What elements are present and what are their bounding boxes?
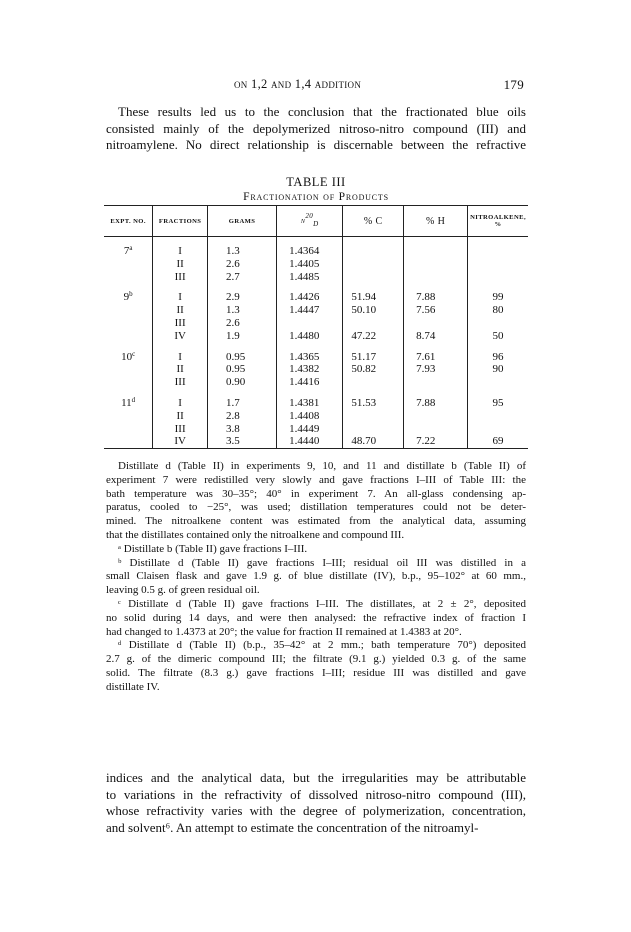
table-spacer-cell (468, 389, 528, 397)
table-row (104, 271, 528, 284)
cell-grams: 2.6 (208, 258, 277, 271)
table-spacer-cell (277, 237, 343, 246)
cell-percent-c (343, 317, 404, 330)
cell-percent-h: 7.56 (404, 304, 468, 317)
expt-number: 9 (123, 291, 130, 304)
cell-percent-h (404, 271, 468, 284)
table-spacer-cell (153, 283, 208, 291)
footnote-marker: b (129, 290, 133, 299)
cell-percent-h: 7.88 (404, 291, 468, 304)
table-spacer-cell (153, 389, 208, 397)
table-spacer-cell (277, 389, 343, 397)
cell-grams: 2.8 (208, 410, 277, 423)
cell-refractive-index: 1.4416 (277, 376, 343, 389)
table-spacer-row (104, 343, 528, 351)
fractionation-table (104, 205, 528, 449)
cell-refractive-index: 1.4485 (277, 271, 343, 284)
note-line: Distillate d (Table II) in experiments 9, 10, and 11 and distillate b (Table II) of (118, 460, 526, 472)
cell-grams: 3.5 (208, 435, 277, 448)
text-line: nitroamylene. No direct relationship is discernable between the refractive (106, 137, 526, 152)
cell-fraction: III (153, 317, 208, 330)
col-header-percent-h: % H (404, 206, 468, 237)
cell-refractive-index: 1.4447 (277, 304, 343, 317)
footnote-c (106, 598, 526, 639)
table-title: TABLE III (286, 175, 346, 189)
table-spacer-cell (404, 389, 468, 397)
note-line: experiment 7 were redistilled very slowly and gave fractions I–III of Table III: the (106, 473, 526, 486)
table-row (104, 330, 528, 343)
table-spacer-cell (208, 389, 277, 397)
expt-number: 7 (123, 245, 130, 257)
cell-nitroalkene (468, 245, 528, 258)
cell-expt-no (104, 376, 153, 389)
cell-nitroalkene: 99 (468, 291, 528, 304)
cell-expt-no (104, 304, 153, 317)
cell-percent-h: 7.22 (404, 435, 468, 448)
table-spacer-cell (468, 237, 528, 246)
table-row (104, 376, 528, 389)
table-spacer-cell (104, 389, 153, 397)
table-spacer-row (104, 237, 528, 246)
paragraph-bottom (106, 770, 526, 836)
cell-percent-c: 50.82 (343, 363, 404, 376)
cell-refractive-index: 1.4381 (277, 397, 343, 410)
cell-grams: 0.90 (208, 376, 277, 389)
table-notes (106, 460, 526, 695)
cell-percent-h: 7.88 (404, 397, 468, 410)
cell-fraction: I (153, 397, 208, 410)
cell-percent-h (404, 258, 468, 271)
cell-refractive-index (277, 317, 343, 330)
table-row (104, 317, 528, 330)
cell-percent-h (404, 376, 468, 389)
cell-expt-no (104, 410, 153, 423)
cell-percent-c (343, 245, 404, 258)
table-spacer-row (104, 389, 528, 397)
cell-percent-h (404, 245, 468, 258)
cell-refractive-index: 1.4480 (277, 330, 343, 343)
cell-expt-no (104, 271, 153, 284)
cell-fraction: IV (153, 435, 208, 448)
running-title: on 1,2 and 1,4 addition (234, 77, 362, 91)
footnote-d (106, 639, 526, 694)
cell-fraction: I (153, 351, 208, 364)
table-spacer-cell (343, 237, 404, 246)
table-row (104, 363, 528, 376)
expt-number: 11 (121, 396, 132, 409)
text-line: indices and the analytical data, but the irregularities may be attributable (106, 770, 526, 785)
note-line: ᵇ Distillate d (Table II) gave fractions I–III; residual oil III was distilled in a (118, 556, 526, 569)
table-spacer-cell (404, 343, 468, 351)
cell-nitroalkene (468, 258, 528, 271)
cell-refractive-index: 1.4405 (277, 258, 343, 271)
table-spacer-cell (277, 283, 343, 291)
table-row (104, 245, 528, 258)
cell-nitroalkene: 90 (468, 363, 528, 376)
note-line: ᶜ Distillate d (Table II) gave fractions I–III. The distillates, at 2 ± 2°, deposited (118, 597, 526, 610)
cell-fraction: III (153, 376, 208, 389)
table-spacer-cell (104, 343, 153, 351)
cell-nitroalkene: 50 (468, 330, 528, 343)
cell-nitroalkene (468, 317, 528, 330)
running-header (106, 77, 524, 93)
note-line: distillate IV. (106, 680, 160, 693)
cell-nitroalkene: 69 (468, 435, 528, 448)
cell-nitroalkene: 95 (468, 397, 528, 410)
cell-percent-h (404, 410, 468, 423)
cell-percent-h (404, 423, 468, 436)
table-subtitle: Fractionation of Products (243, 191, 389, 203)
text-line: whose refractivity varies with the degree of polymerization, concentration, (106, 803, 526, 818)
table-spacer-cell (468, 283, 528, 291)
text-line: to variations in the refractivity of dissolved nitroso-nitro compound (III), (106, 786, 526, 802)
footnote-marker: d (131, 395, 136, 404)
cell-refractive-index: 1.4449 (277, 423, 343, 436)
footnote-b (106, 557, 526, 598)
table-spacer-cell (404, 283, 468, 291)
table-row (104, 304, 528, 317)
note-line: 2.7 g. of the dimeric compound III; the filtrate (9.1 g.) yielded 0.3 g. of the same (106, 653, 526, 666)
cell-grams: 1.3 (208, 245, 277, 258)
cell-percent-c (343, 410, 404, 423)
cell-expt-no (104, 330, 153, 343)
cell-percent-c: 48.70 (343, 435, 404, 448)
table-spacer-cell (208, 283, 277, 291)
cell-percent-h: 7.61 (404, 351, 468, 364)
cell-grams: 0.95 (208, 351, 277, 364)
note-line: leaving 0.5 g. of green residual oil. (106, 584, 260, 597)
cell-expt-no (104, 245, 153, 258)
cell-nitroalkene (468, 376, 528, 389)
cell-nitroalkene (468, 410, 528, 423)
note-line: mined. The nitroalkene content was estimated from the analytical data, assuming (106, 515, 526, 528)
note-line: solid. The filtrate (8.3 g.) gave fractions I–III; residue III was distilled and gave (106, 666, 526, 679)
cell-nitroalkene: 96 (468, 351, 528, 364)
table-spacer-cell (343, 343, 404, 351)
cell-percent-c: 47.22 (343, 330, 404, 343)
table-row (104, 423, 528, 436)
cell-grams: 3.8 (208, 423, 277, 436)
table-row (104, 258, 528, 271)
cell-refractive-index: 1.4364 (277, 245, 343, 258)
paragraph-top (106, 104, 526, 154)
table-spacer-cell (404, 237, 468, 246)
table-spacer-cell (208, 237, 277, 246)
cell-percent-c (343, 423, 404, 436)
cell-percent-h: 8.74 (404, 330, 468, 343)
cell-expt-no (104, 423, 153, 436)
table-spacer-cell (208, 343, 277, 351)
cell-nitroalkene (468, 271, 528, 284)
cell-percent-h (404, 317, 468, 330)
table-spacer-row (104, 283, 528, 291)
cell-expt-no (104, 435, 153, 448)
table-row (104, 351, 528, 364)
table-spacer-cell (277, 343, 343, 351)
cell-nitroalkene (468, 423, 528, 436)
cell-fraction: II (153, 304, 208, 317)
cell-grams: 1.9 (208, 330, 277, 343)
col-header-refractive-index: $n^{20}_D$ (277, 206, 343, 237)
cell-expt-no (104, 258, 153, 271)
table-spacer-cell (153, 343, 208, 351)
note-line: no solid during 14 days, and were then analysed: the refractive index of fraction I (106, 611, 526, 624)
cell-percent-c: 51.17 (343, 351, 404, 364)
col-header-fractions: FRACTIONS (153, 206, 208, 237)
cell-percent-c (343, 258, 404, 271)
cell-refractive-index: 1.4365 (277, 351, 343, 364)
cell-fraction: I (153, 245, 208, 258)
cell-fraction: II (153, 410, 208, 423)
cell-expt-no (104, 351, 153, 364)
cell-refractive-index: 1.4426 (277, 291, 343, 304)
cell-expt-no (104, 291, 153, 304)
table-row (104, 410, 528, 423)
cell-fraction: III (153, 271, 208, 284)
cell-percent-c: 50.10 (343, 304, 404, 317)
cell-percent-c (343, 376, 404, 389)
cell-nitroalkene: 80 (468, 304, 528, 317)
note-line: ᵃ Distillate b (Table II) gave fractions I–III. (118, 542, 308, 555)
note-line: bath temperature was 30–35°; 40° in experiment 7. An all-glass condensing ap- (106, 487, 526, 500)
cell-percent-h: 7.93 (404, 363, 468, 376)
cell-fraction: IV (153, 330, 208, 343)
footnote-marker: c (132, 349, 136, 358)
note-line: ᵈ Distillate d (Table II) (b.p., 35–42° at 2 mm.; bath temperature 70°) deposited (118, 639, 526, 652)
col-header-nitroalkene: NITROALKENE, % (468, 206, 528, 237)
cell-fraction: II (153, 363, 208, 376)
table-body (104, 237, 528, 449)
footnote-a (106, 543, 526, 557)
col-header-expt: EXPT. NO. (104, 206, 153, 237)
note-line: that the distillates contained only the nitroalkene and compound III. (106, 528, 405, 541)
cell-percent-c (343, 271, 404, 284)
footnote-marker: a (129, 244, 133, 252)
table-spacer-cell (343, 389, 404, 397)
cell-expt-no (104, 317, 153, 330)
text-line: and solvent⁶. An attempt to estimate the concentration of the nitroamyl- (106, 819, 479, 835)
cell-fraction: I (153, 291, 208, 304)
cell-expt-no (104, 397, 153, 410)
note-line: paratus, cooled to −25°, was used; distillation temperatures could not be deter- (106, 501, 526, 514)
cell-fraction: III (153, 423, 208, 436)
cell-refractive-index: 1.4382 (277, 363, 343, 376)
text-line: These results led us to the conclusion that the fractionated blue oils (118, 104, 526, 119)
text-line: consisted mainly of the depolymerized nitroso-nitro compound (III) and (106, 120, 526, 136)
cell-percent-c: 51.53 (343, 397, 404, 410)
table-spacer-cell (343, 283, 404, 291)
table-spacer-cell (468, 343, 528, 351)
table-row (104, 397, 528, 410)
table-spacer-cell (153, 237, 208, 246)
cell-grams: 2.7 (208, 271, 277, 284)
note-line: small Claisen flask and gave 1.9 g. of blue distillate (IV), b.p., 95–102° at 60 mm., (106, 570, 526, 583)
note-line: had changed to 1.4373 at 20°; the value for fraction II remained at 1.4383 at 20°. (106, 625, 462, 638)
cell-fraction: II (153, 258, 208, 271)
cell-refractive-index: 1.4440 (277, 435, 343, 448)
cell-percent-c: 51.94 (343, 291, 404, 304)
table-row (104, 435, 528, 448)
expt-number: 10 (121, 350, 133, 363)
cell-grams: 2.9 (208, 291, 277, 304)
page-number: 179 (503, 77, 524, 92)
cell-grams: 0.95 (208, 363, 277, 376)
table-row (104, 291, 528, 304)
table-header-row (104, 206, 528, 237)
cell-grams: 1.3 (208, 304, 277, 317)
cell-grams: 2.6 (208, 317, 277, 330)
col-header-percent-c: % C (343, 206, 404, 237)
col-header-grams: GRAMS (208, 206, 277, 237)
cell-grams: 1.7 (208, 397, 277, 410)
cell-expt-no (104, 363, 153, 376)
table-note-general (106, 460, 526, 543)
cell-refractive-index: 1.4408 (277, 410, 343, 423)
